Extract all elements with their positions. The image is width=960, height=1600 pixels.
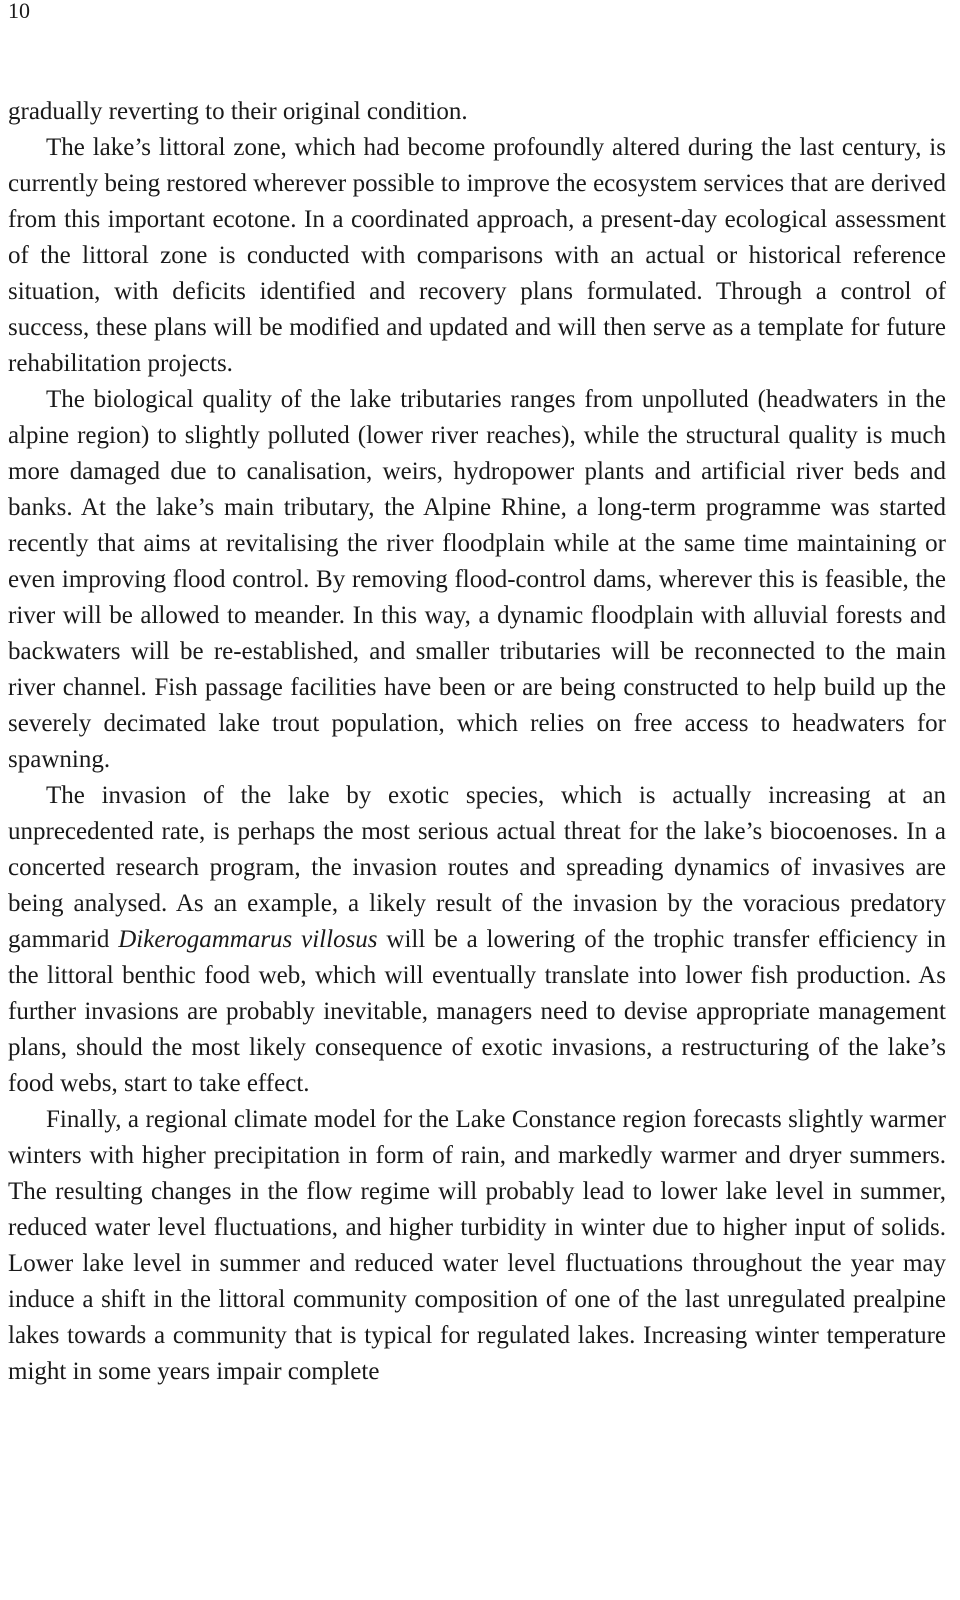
paragraph-tributaries: The biological quality of the lake tributaries ranges from unpolluted (headwaters in the alpine region) to slightly polluted (lower river reaches), while the structural quality is much more damaged due to canalisation, weirs, hydropower plants and artificial river beds and banks. At the lake’s main tributary, the Alpine Rhine, a long-term programme was started recently that aims at revitalising the river floodplain while at the same time maintaining or even improving flood control. By removing flood-control dams, wherever this is feasible, the river will be allowed to meander. In this way, a dynamic floodplain with alluvial forests and backwaters will be re-established, and smaller tributaries will be reconnected to the main river channel. Fish passage facilities have been or are being constructed to help build up the severely decimated lake trout population, which relies on free access to headwaters for spawning. [8, 386, 946, 773]
paragraph-littoral-zone: The lake’s littoral zone, which had become profoundly altered during the last century, is currently being restored wherever possible to improve the ecosystem services that are derived from this important ecotone. In a coordinated approach, a present-day ecological assessment of the littoral zone is conducted with comparisons with an actual or historical reference situation, with deficits identified and recovery plans formulated. Through a control of success, these plans will be modified and updated and will then serve as a template for future rehabilitation projects. [8, 134, 946, 377]
paragraph-climate-model: Finally, a regional climate model for the Lake Constance region forecasts slightly warmer winters with higher precipitation in form of rain, and markedly warmer and dryer summers. The resulting changes in the flow regime will probably lead to lower lake level in summer, reduced water level fluctuations, and higher turbidity in winter due to higher input of solids. Lower lake level in summer and reduced water level fluctuations throughout the year may induce a shift in the littoral community composition of one of the last unregulated prealpine lakes towards a community that is typical for regulated lakes. Increasing winter temperature might in some years impair complete [8, 1106, 946, 1385]
body-text [8, 94, 946, 1390]
species-name: Dikerogammarus villosus [118, 926, 378, 953]
paragraph-continuation: gradually reverting to their original condition. [8, 98, 468, 125]
paragraph-invasive-species [8, 778, 946, 1102]
page-number: 10 [8, 0, 30, 23]
paragraph-text-segment: The invasion of the lake by exotic species, which is actually increasing at an unprecedented rate, is perhaps the most serious actual threat for the lake’s biocoenoses. In a concerted research program, the invasion routes and spreading dynamics of invasives are being analysed. As an example, a likely result of the invasion by the voracious predatory gammarid [8, 782, 946, 953]
paragraph-text-segment: will be a lowering of the trophic transfer efficiency in the littoral benthic food web, which will eventually translate into lower fish production. As further invasions are probably inevitable, managers need to devise appropriate management plans, should the most likely consequence of exotic invasions, a restructuring of the lake’s food webs, start to take effect. [8, 926, 946, 1097]
